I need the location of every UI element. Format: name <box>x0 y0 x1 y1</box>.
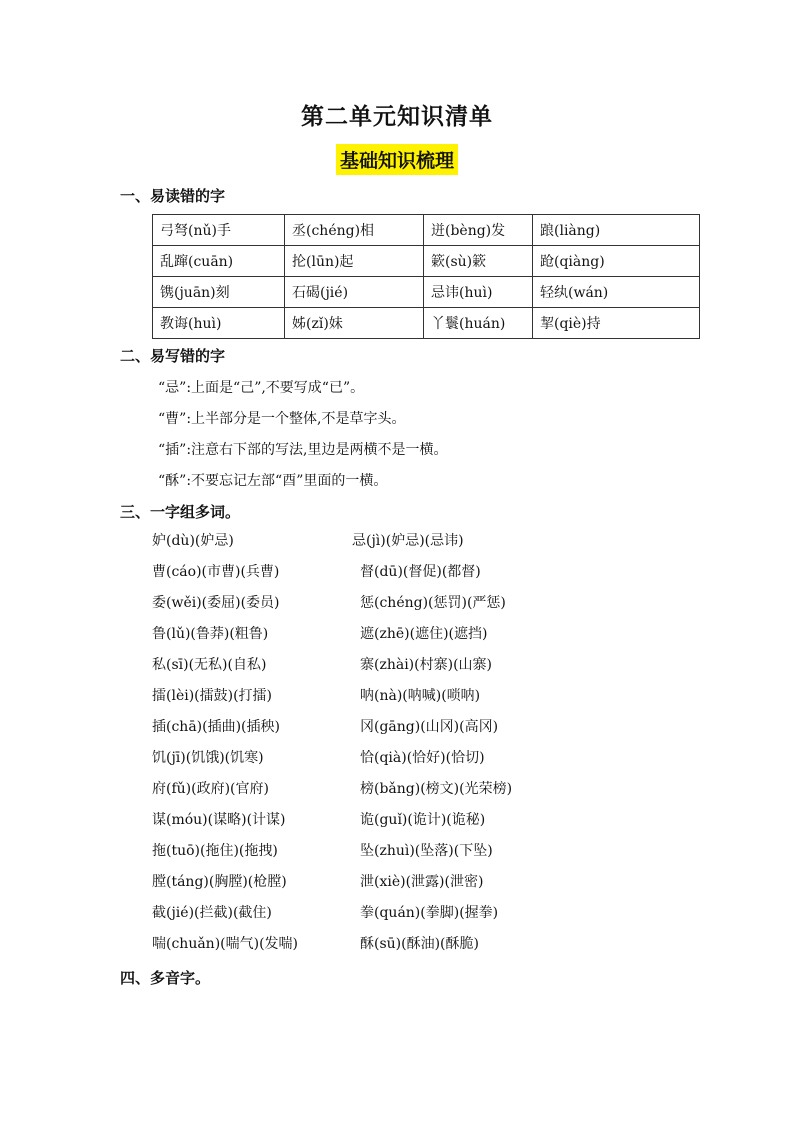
word-group-right: 寨(zhài)(村寨)(山寨) <box>360 657 492 673</box>
page-title: 第二单元知识清单 <box>301 104 493 130</box>
word-group-right: 冈(gāng)(山冈)(高冈) <box>360 719 499 735</box>
list-item <box>152 530 632 561</box>
list-item <box>152 840 632 871</box>
list-item <box>152 654 632 685</box>
word-group-left: 饥(jī)(饥饿)(饥寒) <box>152 750 264 766</box>
word-group-right: 酥(sū)(酥油)(酥脆) <box>360 936 479 952</box>
word-group-right: 遮(zhē)(遮住)(遮挡) <box>360 626 488 642</box>
word-group-left: 插(chā)(插曲)(插秧) <box>152 719 280 735</box>
table-cell: 丞(chéng)相 <box>285 215 424 246</box>
word-group-left: 曹(cáo)(市曹)(兵曹) <box>152 564 280 580</box>
table-cell: 迸(bèng)发 <box>424 215 533 246</box>
table-cell: 忌讳(huì) <box>424 277 533 308</box>
word-group-right: 拳(quán)(拳脚)(握拳) <box>360 905 499 921</box>
word-group-left: 膛(táng)(胸膛)(枪膛) <box>152 874 287 890</box>
list-item <box>152 871 632 902</box>
list-item <box>152 561 632 592</box>
list-item <box>152 778 632 809</box>
list-item <box>152 902 632 933</box>
word-group-left: 妒(dù)(妒忌) <box>152 533 234 549</box>
table-row <box>153 215 700 246</box>
word-group-right: 恰(qià)(恰好)(恰切) <box>360 750 485 766</box>
table-cell: 教诲(huì) <box>153 308 285 339</box>
note-item: “插”:注意右下部的写法,里边是两横不是一横。 <box>158 442 448 458</box>
word-group-list <box>152 530 632 964</box>
table-cell: 跄(qiàng) <box>533 246 700 277</box>
table-cell: 轻纨(wán) <box>533 277 700 308</box>
subtitle-wrap <box>0 144 794 175</box>
word-group-right: 督(dū)(督促)(都督) <box>360 564 481 580</box>
word-group-right: 呐(nà)(呐喊)(唢呐) <box>360 688 481 704</box>
table-cell: 抡(lūn)起 <box>285 246 424 277</box>
section-heading-word-groups: 三、一字组多词。 <box>120 503 241 521</box>
table-cell: 挈(qiè)持 <box>533 308 700 339</box>
table-cell: 弓弩(nǔ)手 <box>153 215 285 246</box>
word-group-left: 委(wěi)(委屈)(委员) <box>152 595 280 611</box>
section-heading-miswrite: 二、易写错的字 <box>120 347 226 365</box>
table-row <box>153 308 700 339</box>
list-item <box>152 716 632 747</box>
word-group-right: 诡(guǐ)(诡计)(诡秘) <box>360 812 486 828</box>
word-group-left: 私(sī)(无私)(自私) <box>152 657 267 673</box>
word-group-right: 坠(zhuì)(坠落)(下坠) <box>360 843 493 859</box>
note-item: “曹”:上半部分是一个整体,不是草字头。 <box>158 411 406 427</box>
word-group-left: 拖(tuō)(拖住)(拖拽) <box>152 843 278 859</box>
table-cell: 簌(sù)簌 <box>424 246 533 277</box>
word-group-right: 忌(jì)(妒忌)(忌讳) <box>352 533 464 549</box>
note-item: “酥”:不要忘记左部“酉”里面的一横。 <box>158 473 388 489</box>
table-row <box>153 246 700 277</box>
word-group-left: 截(jié)(拦截)(截住) <box>152 905 272 921</box>
word-group-left: 喘(chuǎn)(喘气)(发喘) <box>152 936 299 952</box>
table-row <box>153 277 700 308</box>
list-item <box>152 685 632 716</box>
list-item <box>152 747 632 778</box>
table-cell: 乱蹿(cuān) <box>153 246 285 277</box>
word-group-left: 鲁(lǔ)(鲁莽)(粗鲁) <box>152 626 269 642</box>
note-item: “忌”:上面是“己”,不要写成“已”。 <box>158 380 365 396</box>
list-item <box>152 592 632 623</box>
subtitle: 基础知识梳理 <box>336 144 458 175</box>
table-cell: 镌(juān)刻 <box>153 277 285 308</box>
table-cell: 踉(liàng) <box>533 215 700 246</box>
table-cell: 石碣(jié) <box>285 277 424 308</box>
table-cell: 姊(zǐ)妹 <box>285 308 424 339</box>
section-heading-misread: 一、易读错的字 <box>120 187 226 205</box>
word-group-right: 惩(chéng)(惩罚)(严惩) <box>360 595 506 611</box>
list-item <box>152 809 632 840</box>
word-group-right: 榜(bǎng)(榜文)(光荣榜) <box>360 781 513 797</box>
word-group-left: 擂(lèi)(擂鼓)(打擂) <box>152 688 273 704</box>
word-group-left: 府(fǔ)(政府)(官府) <box>152 781 269 797</box>
word-group-left: 谋(móu)(谋略)(计谋) <box>152 812 286 828</box>
list-item <box>152 933 632 964</box>
misread-table <box>152 214 700 339</box>
section-heading-polyphonic: 四、多音字。 <box>120 969 211 987</box>
word-group-right: 泄(xiè)(泄露)(泄密) <box>360 874 484 890</box>
list-item <box>152 623 632 654</box>
table-cell: 丫鬟(huán) <box>424 308 533 339</box>
